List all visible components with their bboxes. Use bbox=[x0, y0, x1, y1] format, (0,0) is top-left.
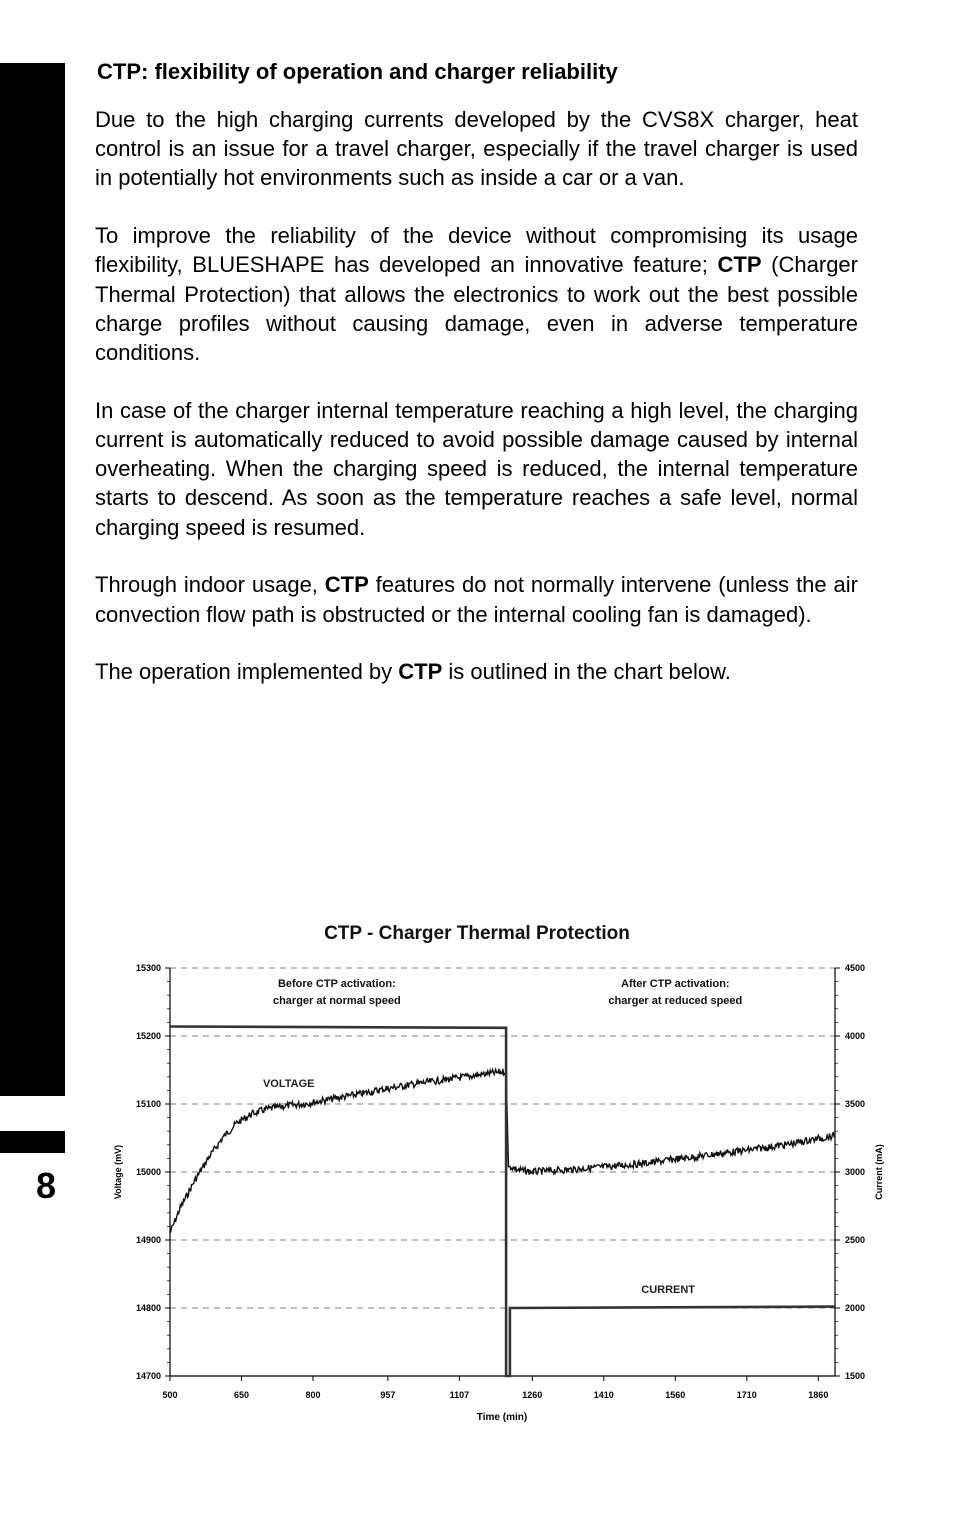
y2-axis-label: Current (mA) bbox=[874, 1144, 884, 1200]
y-axis-label: Voltage (mV) bbox=[113, 1144, 123, 1200]
ctp-chart bbox=[100, 910, 900, 1430]
x-tick-label: 500 bbox=[162, 1390, 178, 1400]
current-series-label: CURRENT bbox=[641, 1284, 696, 1297]
paragraph-5-rest: is outlined in the chart below. bbox=[442, 659, 731, 685]
y-tick-label: 14800 bbox=[135, 1303, 161, 1313]
y2-tick-label: 4000 bbox=[845, 1031, 866, 1041]
x-axis-label: Time (min) bbox=[476, 1412, 528, 1423]
annotation-line-1: After CTP activation: bbox=[621, 978, 730, 991]
y-tick-label: 15100 bbox=[135, 1099, 161, 1109]
x-tick-label: 800 bbox=[305, 1390, 321, 1400]
paragraph-2-lead: To improve the reliability of the device without compromising its usage flexibility, BLUESHAPE has developed an innovative feature; bbox=[95, 223, 858, 278]
side-tab-marker bbox=[0, 1131, 65, 1153]
voltage-series-line bbox=[170, 1069, 835, 1233]
paragraph-4 bbox=[95, 570, 858, 628]
paragraph-4-bold: CTP bbox=[324, 572, 369, 598]
y-tick-label: 15200 bbox=[135, 1031, 161, 1041]
paragraph-5 bbox=[95, 657, 858, 686]
x-tick-label: 1410 bbox=[593, 1390, 614, 1400]
ctp-chart-svg bbox=[100, 910, 900, 1430]
annotation-line-2: charger at reduced speed bbox=[608, 995, 743, 1008]
x-tick-label: 650 bbox=[233, 1390, 250, 1400]
voltage-series-label: VOLTAGE bbox=[262, 1078, 315, 1090]
y2-tick-label: 1500 bbox=[845, 1371, 866, 1381]
paragraph-5-bold: CTP bbox=[398, 659, 443, 685]
x-tick-label: 1260 bbox=[522, 1390, 543, 1400]
paragraph-2 bbox=[95, 221, 858, 367]
paragraph-2-rest: (Charger Thermal Protection) that allows the electronics to work out the best possible charge profiles without causing damage, even in adverse temperature conditions. bbox=[95, 252, 858, 366]
x-tick-label: 1560 bbox=[665, 1390, 686, 1400]
y2-tick-label: 3500 bbox=[845, 1099, 866, 1109]
x-tick-label: 1710 bbox=[736, 1390, 757, 1400]
y-tick-label: 14900 bbox=[135, 1235, 161, 1245]
chart-grid bbox=[170, 968, 835, 1308]
y-tick-label: 15300 bbox=[135, 963, 161, 973]
paragraph-1: Due to the high charging currents developed by the CVS8X charger, heat control is an issue for a travel charger, especially if the travel charger is used in potentially hot environments such as inside a car or a van. bbox=[95, 107, 858, 191]
paragraph-4-rest: features do not normally intervene (unless the air convection flow path is obstructed or the internal cooling fan is damaged). bbox=[95, 572, 858, 627]
x-tick-label: 1860 bbox=[808, 1390, 829, 1400]
chart-annotations bbox=[263, 978, 742, 1296]
y2-tick-label: 3000 bbox=[845, 1167, 866, 1177]
x-tick-label: 957 bbox=[380, 1390, 396, 1400]
paragraph-4-lead: Through indoor usage, bbox=[95, 572, 325, 598]
y-tick-label: 14700 bbox=[135, 1371, 161, 1381]
chart-title: CTP - Charger Thermal Protection bbox=[324, 923, 630, 944]
y-tick-label: 15000 bbox=[135, 1167, 161, 1177]
section-heading: CTP: flexibility of operation and charger reliability bbox=[97, 59, 618, 84]
x-tick-label: 1107 bbox=[449, 1390, 470, 1400]
page-number: 8 bbox=[36, 1165, 57, 1206]
annotation-line-1: Before CTP activation: bbox=[277, 978, 396, 991]
paragraph-5-lead: The operation implemented by bbox=[95, 659, 399, 685]
paragraph-3: In case of the charger internal temperature reaching a high level, the charging current is automatically reduced to avoid possible damage caused by internal overheating. When the charging speed is reduced, the internal temperature starts to descend. As soon as the temperature reaches a safe level, normal charging speed is resumed. bbox=[95, 397, 858, 540]
y2-tick-label: 2500 bbox=[845, 1235, 866, 1245]
y2-tick-label: 2000 bbox=[845, 1303, 866, 1313]
body-text bbox=[95, 105, 858, 715]
side-tab-bar bbox=[0, 63, 65, 1096]
annotation-line-2: charger at normal speed bbox=[272, 995, 401, 1008]
y2-tick-label: 4500 bbox=[845, 963, 866, 973]
paragraph-2-bold: CTP bbox=[717, 252, 762, 278]
